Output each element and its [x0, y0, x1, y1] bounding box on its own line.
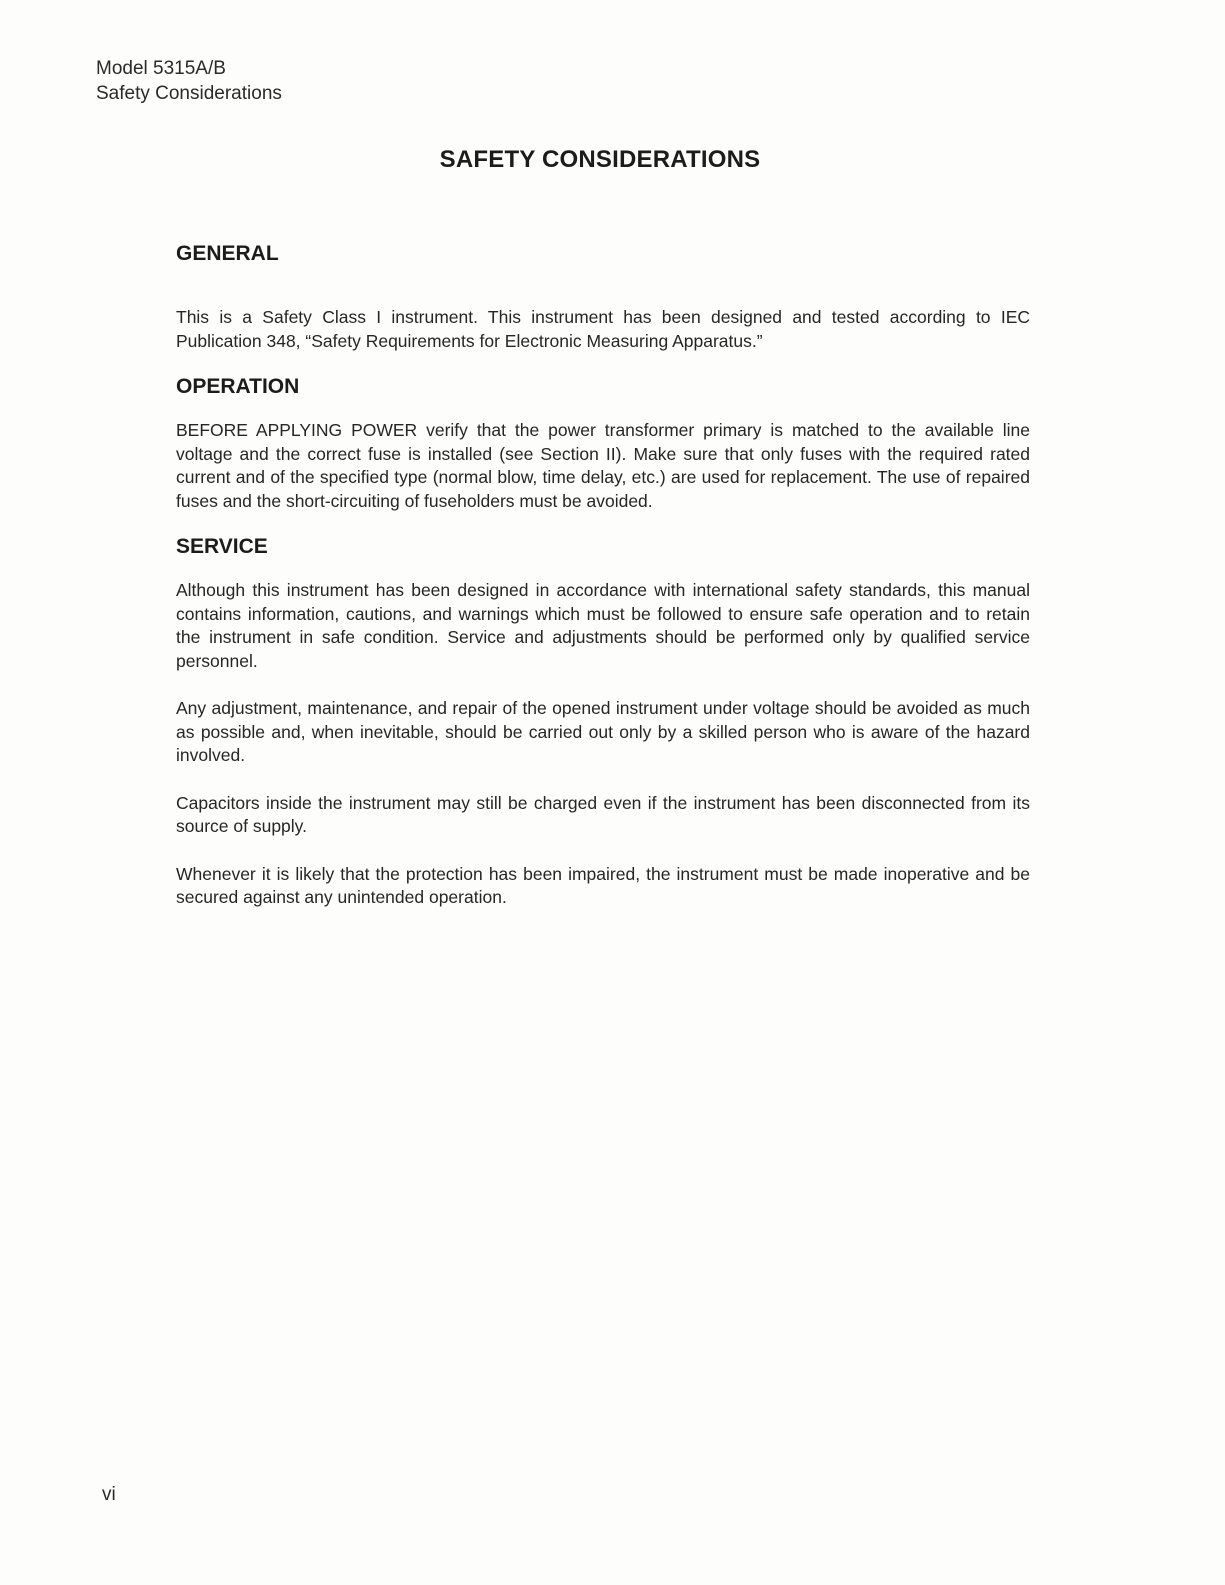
section-heading-operation: OPERATION — [176, 375, 300, 398]
header-section: Safety Considerations — [96, 83, 282, 104]
page-number: vi — [102, 1484, 116, 1505]
operation-paragraph: BEFORE APPLYING POWER verify that the power transformer primary is matched to the available line voltage and the correct fuse is installed (see Section II). Make sure that only fuses with the required rated current and of the specified type (normal blow, time delay, etc.) are used for replacement. The use of repaired fuses and the short-circuiting of fuseholders must be avoided. — [176, 420, 1030, 511]
service-paragraph-2: Any adjustment, maintenance, and repair of the opened instrument under voltage should be avoided as much as possible and, when inevitable, should be carried out only by a skilled person who is aware of the hazard involved. — [176, 698, 1030, 765]
section-heading-general: GENERAL — [176, 242, 279, 265]
service-paragraph-3: Capacitors inside the instrument may still be charged even if the instrument has been disconnected from its source of supply. — [176, 792, 1030, 836]
section-heading-service: SERVICE — [176, 535, 268, 558]
page-content — [176, 242, 1030, 934]
running-header — [96, 56, 282, 106]
header-model: Model 5315A/B — [96, 58, 226, 79]
service-paragraph-4: Whenever it is likely that the protection has been impaired, the instrument must be made inoperative and be secured against any unintended operation. — [176, 863, 1030, 907]
page-title: SAFETY CONSIDERATIONS — [439, 146, 761, 173]
general-paragraph: This is a Safety Class I instrument. This instrument has been designed and tested according to IEC Publication 348, “Safety Requirements for Electronic Measuring Apparatus.” — [176, 307, 1030, 351]
service-paragraph-1: Although this instrument has been designed in accordance with international safety standards, this manual contains information, cautions, and warnings which must be followed to ensure safe operation and to retain the instrument in safe condition. Service and adjustments should be performed only by qualified service personnel. — [176, 580, 1030, 671]
